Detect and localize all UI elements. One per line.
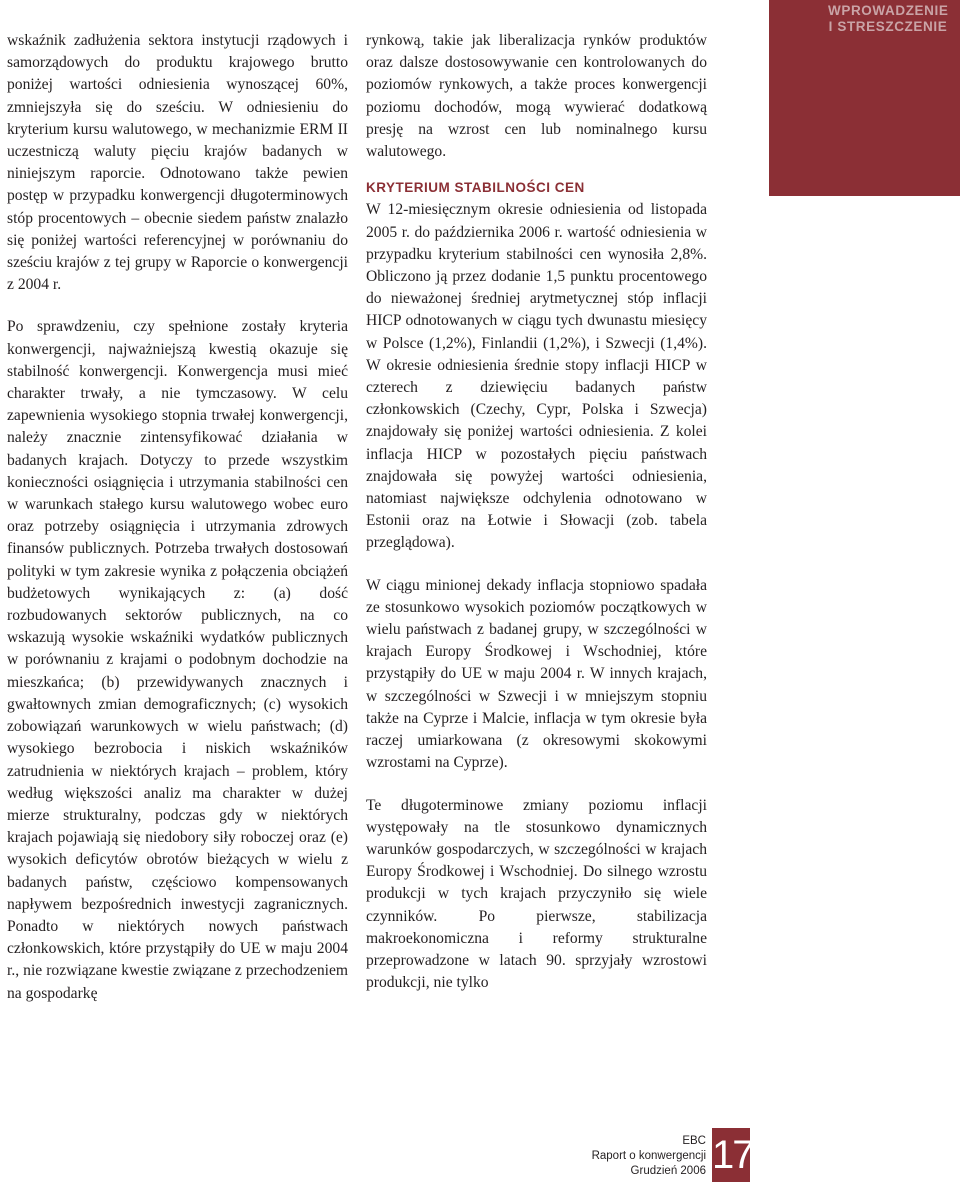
- left-column: [7, 30, 348, 1005]
- page-footer: [560, 1134, 706, 1179]
- body-paragraph: rynkową, takie jak liberalizacja rynków produktów oraz dalsze dostosowywanie cen kontrolowanych do poziomów rynkowych, a także proces konwergencji poziomu dochodów, mogą wywierać dodatkową presję na wzrost cen lub nominalnego kursu walutowego.: [366, 32, 707, 161]
- body-paragraph: Te długoterminowe zmiany poziomu inflacji występowały na tle stosunkowo dynamicznych warunków gospodarczych, w szczególności w krajach Europy Środkowej i Wschodniej. Do silnego wzrostu produkcji w tych krajach przyczyniło się wiele czynników. Po pierwsze, stabilizacja makroekonomiczna i reformy strukturalne przeprowadzone w latach 90. sprzyjały wzrostowi produkcji, nie tylko: [366, 796, 707, 992]
- footer-publisher: EBC: [682, 1135, 706, 1147]
- body-paragraph: W 12-miesięcznym okresie odniesienia od listopada 2005 r. do października 2006 r. wartość odniesienia w przypadku kryterium stabilności cen wynosiła 2,8%. Obliczono ją przez dodanie 1,5 punktu procentowego do nieważonej średniej arytmetycznej stóp inflacji HICP odnotowanych w ciągu tych dwunastu miesięcy w Polsce (1,2%), Finlandii (1,2%), i Szwecji (1,4%). W okresie odniesienia średnie stopy inflacji HICP w czterech z dziewięciu badanych państw członkowskich (Czechy, Cypr, Polska i Szwecja) znajdowały się poniżej wartości odniesienia. Z kolei inflacja HICP w pozostałych pięciu państwach znajdowała się powyżej wartości odniesienia, natomiast największe odchylenia odnotowano w Estonii oraz na Łotwie i Słowacji (zob. tabela przeglądowa).: [366, 201, 707, 552]
- body-paragraph: W ciągu minionej dekady inflacja stopniowo spadała ze stosunkowo wysokich poziomów początkowych w wielu państwach z badanej grupy, w szczególności w krajach Europy Środkowej i Wschodniej, które przystąpiły do UE w maju 2004 r. W innych krajach, w szczególności w Szwecji i w mniejszym stopniu także na Cyprze i Malcie, inflacja w tym okresie była raczej umiarkowana (z okresowymi skokowymi wzrostami na Cyprze).: [366, 576, 707, 772]
- section-label-line2: I STRESZCZENIE: [828, 19, 948, 34]
- section-label: [828, 3, 948, 35]
- section-heading: KRYTERIUM STABILNOŚCI CEN: [366, 180, 585, 196]
- section-tab: [769, 0, 960, 196]
- section-label-line1: WPROWADZENIE: [828, 3, 949, 18]
- footer-title: Raport o konwergencji: [591, 1150, 706, 1162]
- body-paragraph: Po sprawdzeniu, czy spełnione zostały kryteria konwergencji, najważniejszą kwestią okazuje się stabilność konwergencji. Konwergencja musi mieć charakter trwały, a nie tymczasowy. W celu zapewnienia wysokiego stopnia trwałej konwergencji, należy znacznie zintensyfikować działania w badanych krajach. Dotyczy to przede wszystkim konieczności osiągnięcia i utrzymania stabilności cen w warunkach stałego kursu walutowego wobec euro oraz potrzeby osiągnięcia i utrzymania zdrowych finansów publicznych. Potrzeba trwałych dostosowań polityki w tym zakresie wynika z połączenia obciążeń budżetowych wynikających z: (a) dość rozbudowanych sektorów publicznych, na co wskazują wysokie wskaźniki wydatków publicznych w porównaniu z krajami o podobnym dochodzie na mieszkańca; (b) przewidywanych znacznych i gwałtownych zmian demograficznych; (c) wysokich zobowiązań warunkowych w wielu państwach; (d) wysokiego bezrobocia i niskich wskaźników zatrudnienia w niektórych krajach – problem, który według większości analiz ma charakter w dużej mierze strukturalny, podczas gdy w niektórych krajach pojawiają się niedobory siły roboczej oraz (e) wysokich deficytów obrotów bieżących w wielu z badanych państw, częściowo kompensowanych napływem bezpośrednich inwestycji zagranicznych. Ponadto w niektórych nowych państwach członkowskich, które przystąpiły do UE w maju 2004 r., nie rozwiązane kwestie związane z przechodzeniem na gospodarkę: [7, 318, 348, 1002]
- body-paragraph: wskaźnik zadłużenia sektora instytucji rządowych i samorządowych do produktu krajowego brutto poniżej wartości odniesienia wynoszącej 60%, zmniejszyła się do sześciu. W odniesieniu do kryterium kursu walutowego, w mechanizmie ERM II uczestniczą waluty pięciu krajów badanych w niniejszym raporcie. Odnotowano także pewien postęp w przypadku konwergencji długoterminowych stóp procentowych – obecnie siedem państw znalazło się poniżej wartości referencyjnej w porównaniu do sześciu krajów z tej grupy w Raporcie o konwergencji z 2004 r.: [7, 32, 348, 294]
- page-number: 17: [712, 1128, 750, 1182]
- right-column: [366, 30, 707, 994]
- footer-date: Grudzień 2006: [630, 1165, 706, 1177]
